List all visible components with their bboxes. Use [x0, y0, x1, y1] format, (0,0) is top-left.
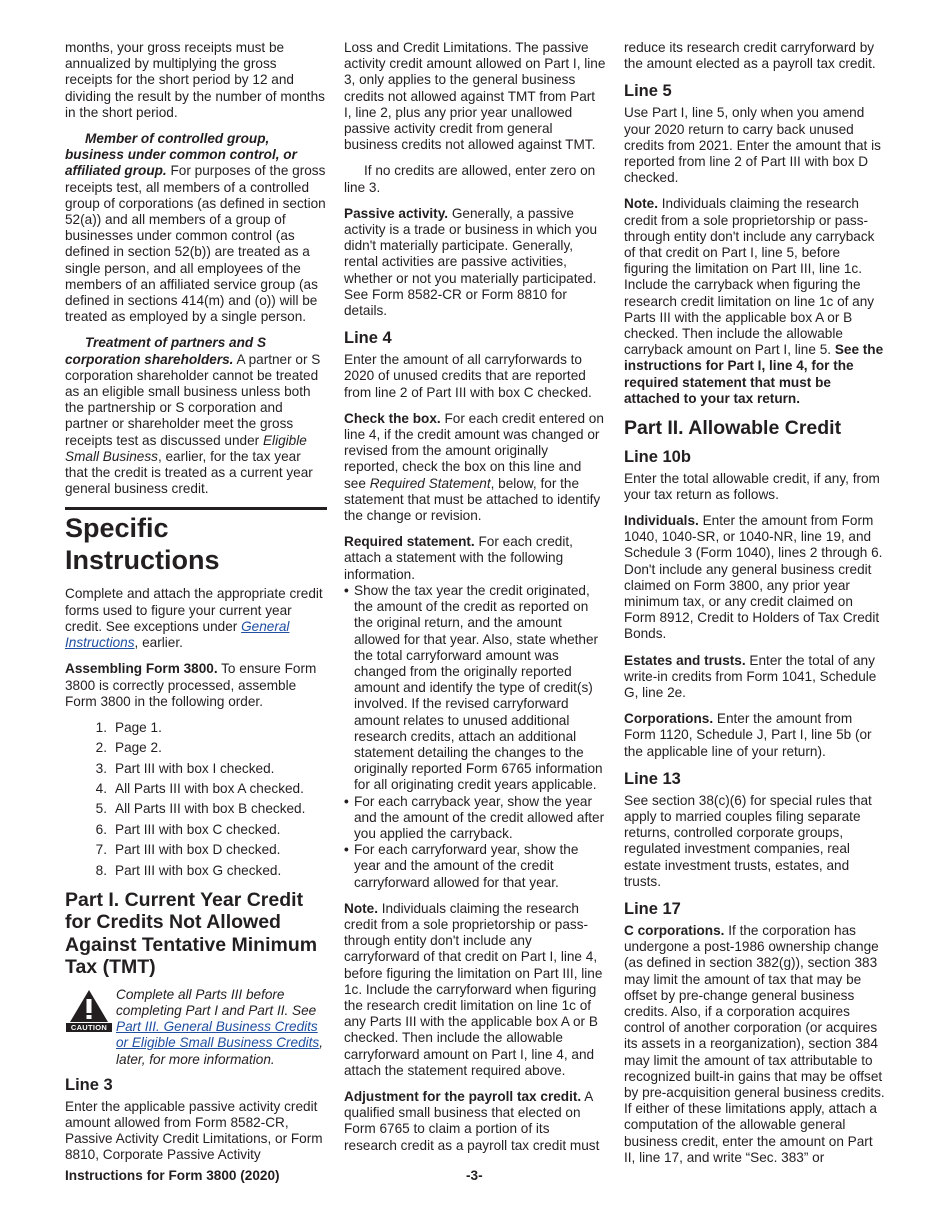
caution-icon: [65, 989, 113, 1033]
list-item-text: Part III with box C checked.: [115, 821, 281, 837]
run-in-heading: Individuals.: [624, 512, 699, 528]
paragraph-c-corporations: [624, 923, 886, 1166]
page-number: -3-: [466, 1168, 483, 1183]
line-10b-heading: Line 10b: [624, 447, 691, 466]
column-1: [65, 40, 327, 1174]
list-item: [65, 740, 327, 756]
bullet-text: For each carryback year, show the year and the amount of the credit allowed after you applied the carryback.: [354, 793, 605, 841]
paragraph-assembling: [65, 661, 327, 710]
part-1-title: Part I. Current Year Credit for Credits Not Allowed Against Tentative Minimum Tax (TMT): [65, 888, 318, 979]
paragraph-text: , earlier.: [134, 635, 183, 651]
run-in-heading: Passive activity.: [344, 205, 449, 221]
run-in-heading: Check the box.: [344, 410, 441, 426]
line-13-heading: Line 13: [624, 769, 681, 788]
paragraph: See section 38(c)(6) for special rules that apply to married couples filing separate returns, controlled corporate groups, regulated investment companies, real estate investment trusts, estates, and trusts.: [624, 792, 872, 889]
paragraph-text: , below, for the statement that must be attached to identify the change or revision.: [344, 475, 601, 524]
list-item-text: Part III with box I checked.: [115, 760, 275, 776]
column-2: [344, 40, 606, 1164]
run-in-heading: Note.: [344, 900, 378, 916]
paragraph: Enter the applicable passive activity credit amount allowed from Form 8582-CR, Passive Activity Credit Limitations, or Form 8810, Corporate Passive Activity: [65, 1098, 323, 1163]
paragraph: months, your gross receipts must be annualized by multiplying the gross receipts for the short period by 12 and dividing the result by the number of months in the short period.: [65, 40, 325, 120]
paragraph-check-the-box: [344, 411, 606, 524]
paragraph-text: Complete and attach the appropriate credit forms used to figure your current year credit. See exceptions under: [65, 586, 323, 634]
paragraph: Loss and Credit Limitations. The passive activity credit amount allowed on Part I, line 3, only applies to the general business credits not allowed against TMT from Part I, line 2, plus any prior year unallowed passive activity credit from general business credits not allowed against TMT.: [344, 40, 606, 153]
list-item-number: 1.: [95, 719, 107, 735]
section-title-specific-instructions: Specific Instructions: [65, 507, 327, 576]
paragraph-text: , earlier, for the tax year that the credit is treated as a current year general business credit.: [65, 448, 313, 497]
paragraph: [65, 586, 327, 651]
paragraph-text: Enter the total of any write-in credits from Form 1041, Schedule G, line 2e.: [624, 652, 877, 700]
list-item: [65, 781, 327, 797]
list-item-number: 7.: [95, 842, 107, 858]
paragraph-text: To ensure Form 3800 is correctly processed, assemble Form 3800 in the following order.: [65, 661, 317, 709]
bold-instruction: See the instructions for Part I, line 4, for the required statement that must be attached to your tax return.: [624, 342, 884, 406]
paragraph: Use Part I, line 5, only when you amend your 2020 return to carry back unused credits from 2021. Enter the amount that is reported from line 2 of Part III with box D checked.: [624, 105, 881, 186]
bullet-item: [344, 842, 606, 891]
link-part-3[interactable]: Part III. General Business Credits or Eligible Small Business Credits: [116, 1019, 320, 1051]
list-item-number: 2.: [95, 740, 107, 756]
list-item-text: Page 2.: [115, 740, 162, 756]
list-item-number: 8.: [95, 862, 107, 878]
line-5-heading: Line 5: [624, 82, 672, 101]
paragraph: Enter the amount of all carryforwards to 2020 of unused credits that are reported from line 2 of Part III with box C checked.: [344, 352, 592, 400]
list-item: [65, 761, 327, 777]
run-in-heading: Assembling Form 3800.: [65, 661, 218, 677]
warning-triangle-icon: [69, 989, 109, 1023]
paragraph-note: [624, 196, 886, 407]
run-in-heading: Required statement.: [344, 534, 475, 550]
paragraph-text: For each credit entered on line 4, if the credit amount was changed or revised from the amount originally reported, check the box on this line and see: [344, 410, 604, 491]
link-general-instructions[interactable]: General Instructions: [65, 618, 290, 651]
paragraph-adjustment: [344, 1089, 606, 1154]
list-item-text: All Parts III with box A checked.: [115, 781, 304, 797]
paragraph-text: Generally, a passive activity is a trade or business in which you didn't materially participate. Generally, rental activities are passive activities, whether or not you materially participated. See Form 8582-CR or Form 8810 for details.: [344, 205, 598, 319]
run-in-heading: Member of controlled group, business under common control, or affiliated group.: [65, 131, 297, 179]
paragraph-passive-activity: [344, 206, 606, 319]
bullet-mark: •: [344, 793, 349, 809]
paragraph-controlled-group: [65, 131, 327, 325]
run-in-heading: Adjustment for the payroll tax credit.: [344, 1088, 582, 1104]
paragraph-text: For purposes of the gross receipts test, all members of a controlled group of corporations (as defined in section 52(a)) and all members of a group of businesses under common control (as defined in section 52(b)) are treated as a single person, and all employees of the members of an affiliated service group (as defined in sections 414(m) and (o)) will be treated as employed by a single person.: [65, 163, 326, 325]
paragraph-estates: [624, 653, 886, 702]
line-4-heading: Line 4: [344, 329, 392, 348]
column-3: [624, 40, 886, 1176]
list-item-text: Part III with box G checked.: [115, 862, 282, 878]
paragraph: reduce its research credit carryforward by the amount elected as a payroll tax credit.: [624, 40, 876, 72]
list-item-text: Page 1.: [115, 719, 162, 735]
paragraph-text: Individuals claiming the research credit from a sole proprietorship or pass-through entity don't include any carryforward of that credit on Part I, line 4, before figuring the limitation on Part III, line 1c. Include the carryforward when figuring the research credit limitation on line 1c of any Parts III with the applicable box A or B checked. Then include the allowable carryforward amount on Part I, line 4, and attach the statement required above.: [344, 900, 603, 1078]
list-item: [65, 801, 327, 817]
bullet-item: [344, 794, 606, 843]
paragraph: If no credits are allowed, enter zero on line 3.: [344, 163, 596, 195]
italic-reference: Eligible Small Business: [65, 432, 307, 464]
run-in-heading: Estates and trusts.: [624, 652, 746, 668]
list-item: [65, 720, 327, 736]
caution-text: [116, 987, 327, 1068]
footer-form-title: Instructions for Form 3800 (2020): [65, 1168, 280, 1183]
list-item-number: 6.: [95, 821, 107, 837]
caution-box: [65, 987, 327, 1068]
paragraph-text: Enter the amount from Form 1120, Schedule J, Part I, line 5b (or the applicable line of your return).: [624, 711, 872, 759]
list-item-number: 3.: [95, 760, 107, 776]
bullet-mark: •: [344, 842, 349, 858]
paragraph-partners: [65, 335, 327, 497]
caution-label: CAUTION: [66, 1023, 112, 1032]
part-2-title: Part II. Allowable Credit: [624, 417, 842, 440]
paragraph-text: Enter the amount from Form 1040, 1040-SR, or 1040-NR, line 19, and Schedule 3 (Form 1040), lines 2 through 6. Don't include any general business credit claimed on Form 3800, any prior year minimum tax, or any credit claimed on Form 8912, Credit to Holders of Tax Credit Bonds.: [624, 512, 883, 642]
assembly-order-list: [65, 720, 327, 879]
run-in-heading: Corporations.: [624, 711, 714, 727]
run-in-heading: Treatment of partners and S corporation shareholders.: [65, 335, 267, 367]
paragraph: Enter the total allowable credit, if any, from your tax return as follows.: [624, 470, 880, 502]
paragraph-text: A qualified small business that elected on Form 6765 to claim a portion of its research credit as a payroll tax credit must: [344, 1088, 600, 1153]
list-item-text: Part III with box D checked.: [115, 842, 281, 858]
paragraph-corporations: [624, 711, 886, 760]
line-17-heading: Line 17: [624, 900, 681, 919]
bullet-text: For each carryforward year, show the year and the amount of the credit carryforward allowed for that year.: [354, 842, 579, 890]
caution-text-part: Complete all Parts III before completing Part I and Part II. See: [116, 986, 317, 1019]
paragraph-text: Individuals claiming the research credit from a sole proprietorship or pass-through entity don't include any carryback of that credit on Part I, line 5, before figuring the limitation on Part III, line 1c. Include the carryback when figuring the research credit limitation on line 1c of any Parts III with the applicable box A or B checked. Then include the allowable carryback amount on Part I, line 5.: [624, 196, 875, 358]
run-in-heading: C corporations.: [624, 923, 725, 939]
paragraph-text: For each credit, attach a statement with the following information.: [344, 534, 573, 582]
caution-text-part: , later, for more information.: [116, 1035, 324, 1067]
list-item: [65, 842, 327, 858]
paragraph-note: [344, 901, 606, 1079]
paragraph-text: If the corporation has undergone a post-1986 ownership change (as defined in section 382(g)), section 383 may limit the amount of tax that may be offset by pre-change general business credits. Also, if a corporation acquires control of another corporation (or acquires its assets in a reorganization), section 384 may limit the amount of tax attributable to recognized built-in gains that may be offset by pre-acquisition general business credits. If either of these limitations apply, attach a computation of the allowable general business credit, enter the amount on Part II, line 17, and write “Sec. 383” or: [624, 923, 885, 1165]
list-item-text: All Parts III with box B checked.: [115, 801, 306, 817]
paragraph-required-statement: [344, 534, 606, 583]
list-item: [65, 822, 327, 838]
line-3-heading: Line 3: [65, 1075, 113, 1094]
paragraph-text: A partner or S corporation shareholder cannot be treated as an eligible small business unless both the partnership or S corporation and partner or shareholder meet the gross receipts test as discussed under: [65, 351, 321, 448]
bullet-item: [344, 583, 606, 794]
list-item: [65, 863, 327, 879]
list-item-number: 5.: [95, 801, 107, 817]
italic-reference: Required Statement: [369, 475, 491, 491]
bullet-list: [344, 583, 606, 891]
bullet-text: Show the tax year the credit originated, the amount of the credit as reported on the original return, and the amount allowed for that year. Also, state whether the total carryforward amount was changed from the originally reported amount and identify the type of credit(s) involved. If the revised carryforward amount relates to unused additional research credits, attach an additional statement detailing the changes to the originally reported Form 6765 information for all originating credit years applicable.: [354, 582, 603, 793]
list-item-number: 4.: [95, 781, 107, 797]
run-in-heading: Note.: [624, 196, 658, 212]
paragraph-individuals: [624, 513, 886, 643]
bullet-mark: •: [344, 582, 349, 598]
